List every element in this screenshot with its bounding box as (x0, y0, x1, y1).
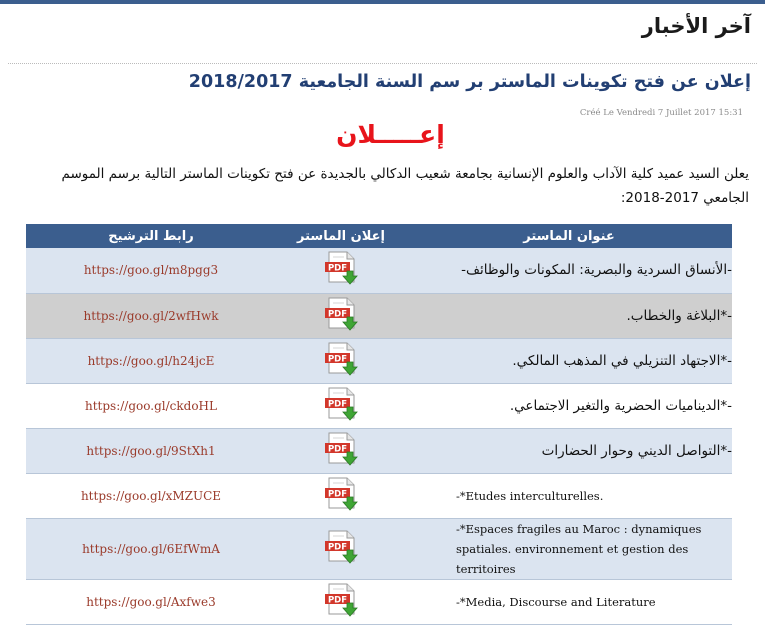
table-row (26, 383, 732, 428)
pdf-download-icon[interactable] (323, 387, 359, 425)
application-link[interactable]: https://goo.gl/m8pgg3 (26, 248, 276, 293)
application-link[interactable]: https://goo.gl/ckdoHL (26, 383, 276, 428)
pdf-label: PDF (327, 595, 348, 605)
top-accent-bar (0, 0, 765, 4)
application-link[interactable]: https://goo.gl/9StXh1 (26, 428, 276, 473)
pdf-label: PDF (327, 354, 348, 364)
pdf-download-icon[interactable] (323, 530, 359, 568)
pdf-cell (276, 518, 406, 579)
application-link[interactable]: https://goo.gl/h24jcE (26, 338, 276, 383)
table-row (26, 248, 732, 293)
master-title: -*Espaces fragiles au Maroc : dynamiques spatiales. environnement et gestion des territoires (406, 518, 732, 579)
pdf-cell (276, 428, 406, 473)
master-title: -*البلاغة والخطاب. (406, 293, 732, 338)
article-intro: يعلن السيد عميد كلية الآداب والعلوم الإنسانية بجامعة شعيب الدكالي بالجديدة عن فتح تكوينات الماستر التالية برسم الموسم الجامعي 2017-2018: (61, 166, 749, 206)
section-separator (8, 63, 757, 64)
application-link[interactable]: https://goo.gl/xMZUCE (26, 473, 276, 518)
pdf-cell (276, 383, 406, 428)
pdf-download-icon[interactable] (323, 583, 359, 621)
application-link[interactable]: https://goo.gl/Axfwe3 (26, 579, 276, 624)
pdf-label: PDF (327, 489, 348, 499)
table-header-row (26, 224, 732, 248)
pdf-label: PDF (327, 309, 348, 319)
article-meta: Créé Le Vendredi 7 Juillet 2017 15:31 (579, 108, 743, 118)
masters-table (26, 224, 732, 625)
table-row (26, 579, 732, 624)
header-link: رابط الترشيح (26, 224, 276, 248)
master-title: -*الاجتهاد التنزيلي في المذهب المالكي. (406, 338, 732, 383)
pdf-download-icon[interactable] (323, 432, 359, 470)
pdf-download-icon[interactable] (323, 251, 359, 289)
pdf-label: PDF (327, 542, 348, 552)
pdf-cell (276, 579, 406, 624)
pdf-cell (276, 338, 406, 383)
header-title: عنوان الماستر (406, 224, 732, 248)
announcement-text: إعـــــلان (336, 120, 445, 149)
master-title: -*التواصل الديني وحوار الحضارات (406, 428, 732, 473)
pdf-download-icon[interactable] (323, 297, 359, 335)
section-title: آخر الأخبار (641, 14, 751, 38)
master-title: -*الديناميات الحضرية والتغير الاجتماعي. (406, 383, 732, 428)
table-row (26, 428, 732, 473)
application-link[interactable]: https://goo.gl/6EfWmA (26, 518, 276, 579)
pdf-label: PDF (327, 263, 348, 274)
application-link[interactable]: https://goo.gl/2wfHwk (26, 293, 276, 338)
announcement-heading (0, 120, 765, 149)
master-title: -الأنساق السردية والبصرية: المكونات والوظائف- (406, 248, 732, 293)
master-title: -*Etudes interculturelles. (406, 473, 732, 518)
table-row (26, 518, 732, 579)
table-row (26, 293, 732, 338)
table-row (26, 338, 732, 383)
pdf-download-icon[interactable] (323, 477, 359, 515)
pdf-cell (276, 473, 406, 518)
pdf-cell (276, 248, 406, 293)
master-title: -*Media, Discourse and Literature (406, 579, 732, 624)
article-title-link[interactable]: إعلان عن فتح تكوينات الماستر بر سم السنة الجامعية 2018/2017 (188, 72, 751, 92)
pdf-download-icon[interactable] (323, 342, 359, 380)
pdf-cell (276, 293, 406, 338)
pdf-label: PDF (327, 444, 348, 454)
pdf-label: PDF (327, 399, 348, 409)
masters-table-body (26, 248, 732, 624)
table-row (26, 473, 732, 518)
header-announcement: إعلان الماستر (276, 224, 406, 248)
